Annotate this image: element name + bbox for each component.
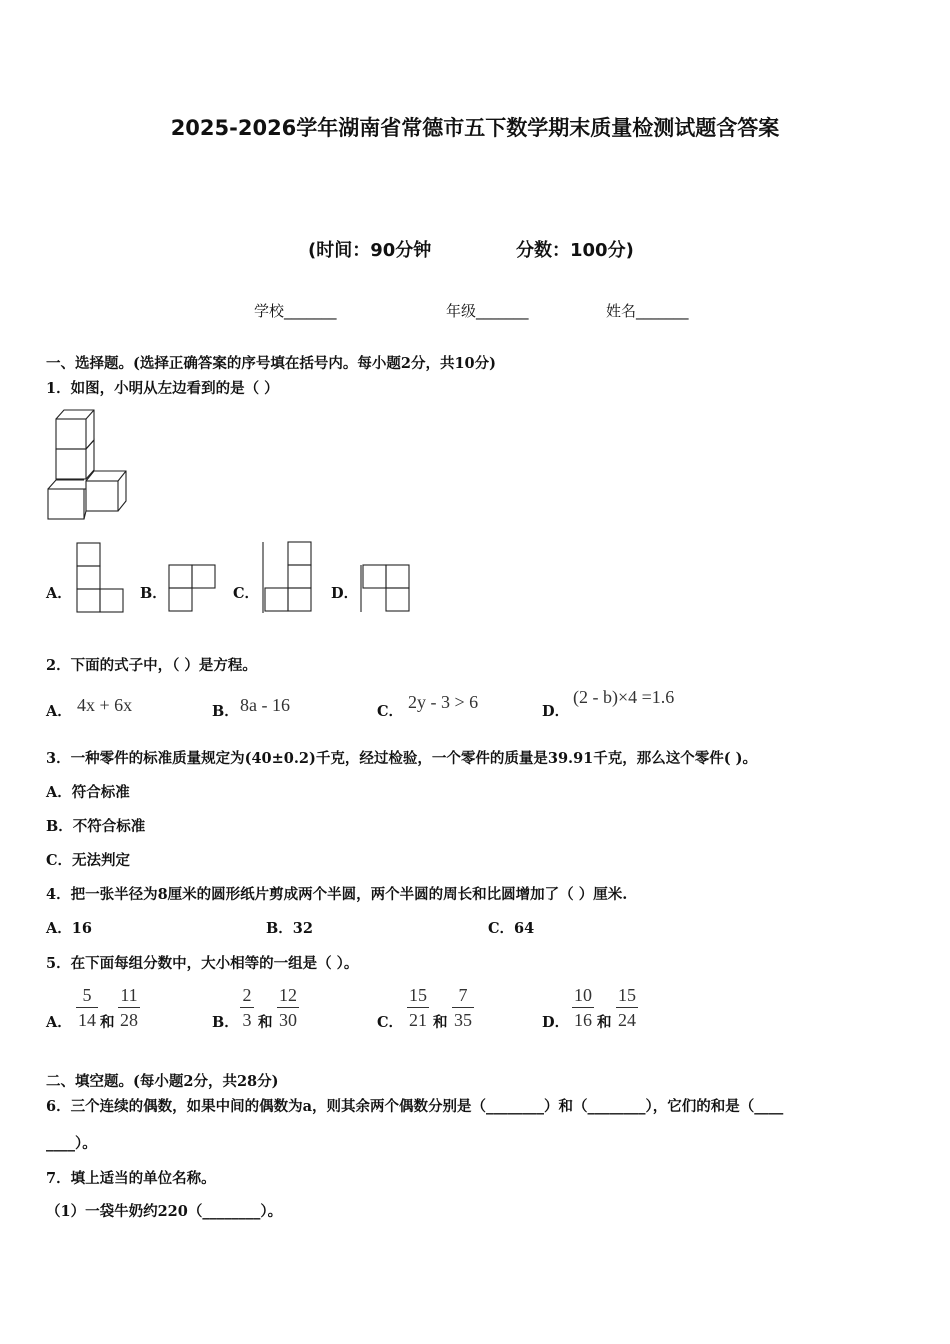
q5-option-c-fraction-2: 7 35	[454, 985, 472, 1030]
score-label: 分数：100分)	[516, 240, 634, 261]
q1-option-c-label[interactable]: C．	[233, 585, 260, 602]
q5-option-b-and: 和	[258, 1014, 273, 1031]
q5-option-d-fraction-2: 15 24	[618, 985, 636, 1030]
q5-option-b-label[interactable]: B．	[212, 1014, 239, 1031]
q2-option-c-expr: 2y - 3 > 6	[408, 692, 479, 712]
q3-option-c[interactable]: C．无法判定	[46, 852, 131, 869]
q1-option-d-label[interactable]: D．	[331, 585, 359, 602]
grade-field: 年级_______	[446, 302, 529, 320]
q1-option-b-label[interactable]: B．	[140, 585, 167, 602]
q1-option-d-figure	[360, 564, 412, 614]
q5-option-b-fraction-1: 2 3	[240, 984, 254, 1031]
q1-option-a-figure	[76, 542, 126, 614]
q5-option-a-fraction-2: 11 28	[120, 985, 138, 1030]
q5-option-d-fraction-1: 10 16	[574, 985, 592, 1030]
q5-option-d-label[interactable]: D．	[542, 1014, 570, 1031]
q2-option-d-expr: (2 - b)×4 =1.6	[573, 687, 675, 707]
q5-option-c-label[interactable]: C．	[377, 1014, 404, 1031]
q4-option-b[interactable]: B．32	[266, 920, 313, 937]
q2-text: 2．下面的式子中，（ ）是方程。	[46, 657, 257, 674]
q5-option-c-and: 和	[433, 1014, 448, 1031]
section-1-heading: 一、选择题。(选择正确答案的序号填在括号内。每小题2分，共10分)	[46, 355, 496, 372]
q5-text: 5．在下面每组分数中，大小相等的一组是（ ）。	[46, 955, 359, 972]
q5-option-a-fraction-1: 5 14	[78, 985, 96, 1030]
page-title: 2025-2026学年湖南省常德市五下数学期末质量检测试题含答案	[170, 116, 780, 140]
q2-option-c-label[interactable]: C．	[377, 703, 404, 720]
q5-option-c-fraction-1: 15 21	[409, 985, 427, 1030]
name-field: 姓名_______	[606, 302, 689, 320]
q3-option-b[interactable]: B．不符合标准	[46, 818, 146, 835]
q3-option-a[interactable]: A．符合标准	[46, 784, 130, 801]
q4-option-a[interactable]: A．16	[46, 920, 92, 937]
q2-option-b-label[interactable]: B．	[212, 703, 239, 720]
q6-text-line-2: ____）。	[46, 1135, 97, 1152]
q2-option-a-expr: 4x + 6x	[77, 695, 133, 715]
q5-option-b-fraction-2: 12 30	[279, 985, 297, 1030]
section-2-heading: 二、填空题。(每小题2分，共28分)	[46, 1073, 279, 1090]
q5-option-d-and: 和	[597, 1014, 612, 1031]
q6-text-line-1: 6．三个连续的偶数，如果中间的偶数为a，则其余两个偶数分别是（________）和（________），它们的和是（____	[46, 1098, 784, 1115]
q2-option-d-label[interactable]: D．	[542, 703, 570, 720]
q3-text: 3．一种零件的标准质量规定为(40±0.2)千克，经过检验，一个零件的质量是39.91千克，那么这个零件( )。	[46, 750, 758, 767]
q7-text: 7．填上适当的单位名称。	[46, 1170, 216, 1187]
time-label: (时间：90分钟	[308, 240, 432, 261]
q2-option-a-label[interactable]: A．	[46, 703, 72, 720]
q4-option-c[interactable]: C．64	[488, 920, 535, 937]
q1-cube-figure	[44, 406, 134, 524]
q5-option-a-and: 和	[100, 1014, 115, 1031]
q2-option-b-expr: 8a - 16	[240, 695, 290, 715]
q1-option-c-figure	[262, 541, 314, 615]
q7-sub-1: （1）一袋牛奶约220（________）。	[46, 1203, 283, 1220]
q1-text: 1．如图，小明从左边看到的是（ ）	[46, 380, 279, 397]
q1-option-b-figure	[168, 564, 218, 614]
q1-option-a-label[interactable]: A．	[46, 585, 72, 602]
q5-option-a-label[interactable]: A．	[46, 1014, 72, 1031]
school-field: 学校_______	[254, 302, 337, 320]
q4-text: 4．把一张半径为8厘米的圆形纸片剪成两个半圆，两个半圆的周长和比圆增加了（ ）厘米.	[46, 886, 628, 903]
